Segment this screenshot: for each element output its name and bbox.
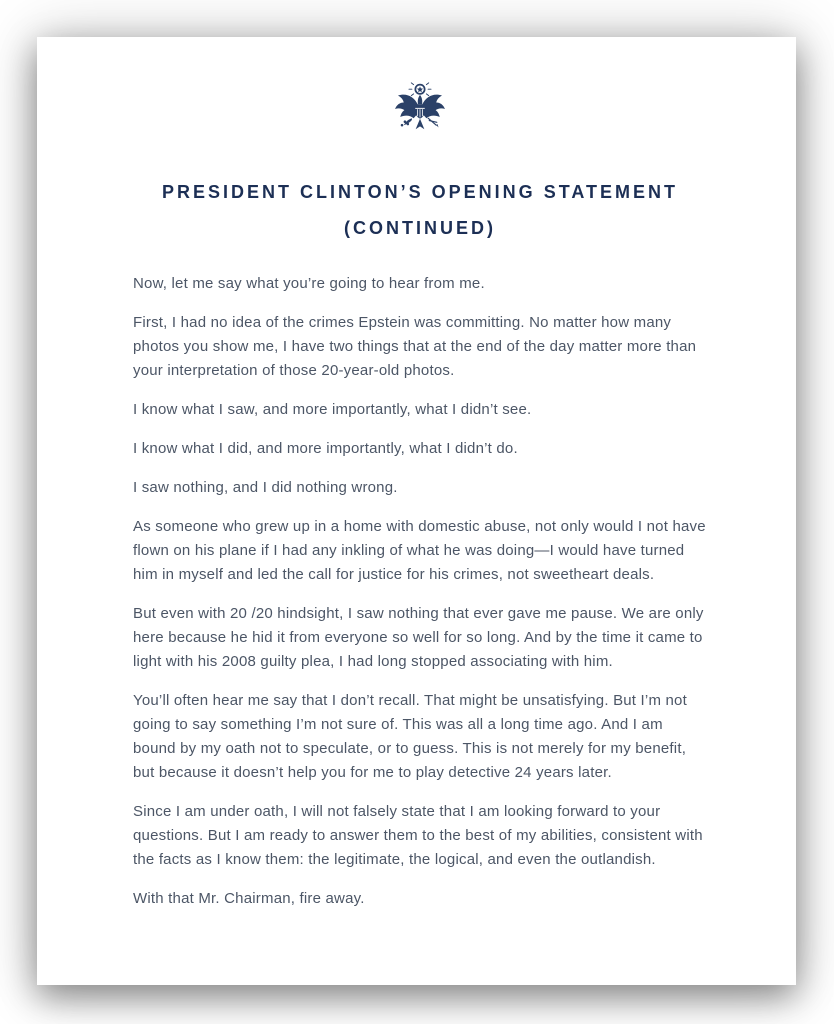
paragraph: Since I am under oath, I will not falsely state that I am looking forward to your questions. But I am ready to answer them to the best of my abilities, consistent with the facts as I know them: the legitimate, the logical, and even the outlandish. [133, 803, 703, 868]
page-title-line-1: PRESIDENT CLINTON’S OPENING STATEMENT [161, 182, 679, 202]
paragraph: Now, let me say what you’re going to hear from me. [133, 275, 485, 292]
paragraph: I know what I saw, and more importantly, what I didn’t see. [133, 401, 532, 418]
presidential-eagle-seal-icon [391, 81, 449, 150]
page-title-line-2: (CONTINUED) [344, 218, 496, 238]
paragraph: With that Mr. Chairman, fire away. [133, 890, 365, 907]
page-title [133, 174, 707, 246]
paragraph: I saw nothing, and I did nothing wrong. [133, 479, 398, 496]
document-page [37, 37, 796, 985]
paragraph: But even with 20 /20 hindsight, I saw nothing that ever gave me pause. We are only here because he hid it from everyone so well for so long. And by the time it came to light with his 2008 guilty plea, I had long stopped associating with him. [133, 605, 704, 670]
paragraph: I know what I did, and more importantly, what I didn’t do. [133, 440, 518, 457]
seal-container [133, 37, 707, 150]
paragraph: As someone who grew up in a home with domestic abuse, not only would I not have flown on his plane if I had any inkling of what he was doing—I would have turned him in myself and led the call for justice for his crimes, not sweetheart deals. [133, 518, 706, 583]
paragraph: First, I had no idea of the crimes Epstein was committing. No matter how many photos you show me, I have two things that at the end of the day matter more than your interpretation of those 20-year-old photos. [133, 314, 697, 379]
paragraph: You’ll often hear me say that I don’t recall. That might be unsatisfying. But I’m not going to say something I’m not sure of. This was all a long time ago. And I am bound by my oath not to speculate, or to guess. This is not merely for my benefit, but because it doesn’t help you for me to play detective 24 years later. [133, 692, 687, 781]
statement-body [133, 272, 707, 911]
